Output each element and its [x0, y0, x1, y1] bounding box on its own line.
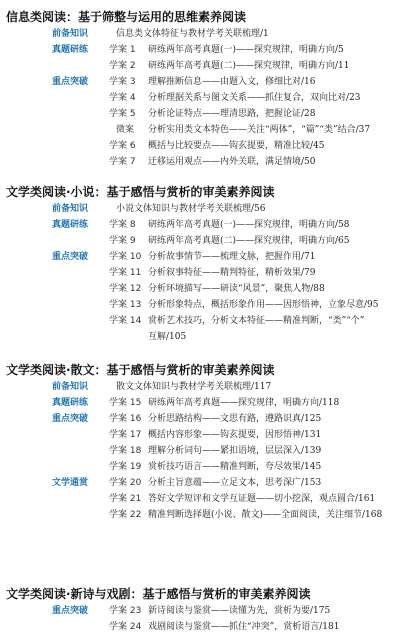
toc-row[interactable]	[0, 106, 404, 122]
row-index: 学案 5	[109, 109, 136, 119]
row-index: 学案 24	[109, 622, 142, 632]
row-tag: 文学通赏	[52, 478, 89, 488]
toc-row[interactable]	[0, 154, 404, 170]
row-index: 学案 10	[109, 252, 142, 262]
row-tag: 前备知识	[52, 204, 89, 214]
row-tag: 重点突破	[52, 606, 89, 616]
row-text: 信息类文体特征与教材学考关联梳理/1	[116, 29, 269, 39]
row-text: 分析形象特点，概括形象作用——因形悟神，立象尽意/95	[148, 300, 379, 310]
row-index: 学案 8	[109, 220, 136, 230]
row-index: 学案 16	[109, 414, 142, 424]
row-tag: 真题研练	[52, 398, 89, 408]
row-index: 学案 18	[109, 446, 142, 456]
row-text: 分析思路结构——文思有路，遵路识真/125	[148, 414, 322, 424]
toc-row[interactable]	[0, 329, 404, 345]
toc-row[interactable]	[0, 58, 404, 74]
row-text: 分析叙事特征——精判特征，精析效果/79	[148, 268, 316, 278]
row-index: 学案 2	[109, 61, 136, 71]
toc-row[interactable]	[0, 603, 404, 619]
row-text: 赏析艺术技巧，分析文本特征——精准判断，“类”“个”	[148, 316, 365, 326]
row-text: 研练两年高考真题——探究规律，明确方向/118	[148, 398, 340, 408]
row-index: 微案	[116, 125, 135, 135]
section-title: 文学类阅读·小说：基于感悟与赏析的审美素养阅读	[6, 185, 275, 199]
toc-row[interactable]	[0, 74, 404, 90]
row-index: 学案 15	[109, 398, 142, 408]
section-title: 文学类阅读·散文：基于感悟与赏析的审美素养阅读	[6, 363, 275, 377]
row-text: 散文文体知识与教材学考关联梳理/117	[116, 382, 272, 392]
toc-row[interactable]	[0, 507, 404, 523]
row-text: 分析主旨意蕴——立足文本，思考深广/153	[148, 478, 322, 488]
toc-row[interactable]	[0, 122, 404, 138]
row-index: 学案 11	[109, 268, 142, 278]
toc-row[interactable]	[0, 395, 404, 411]
toc-row[interactable]	[0, 491, 404, 507]
toc-row[interactable]	[0, 26, 404, 42]
row-text: 精准判断选择题(小说、散文)——全面阅读，关注细节/168	[148, 510, 383, 520]
row-tag: 前备知识	[52, 29, 89, 39]
toc-row[interactable]	[0, 475, 404, 491]
row-text: 迁移运用观点——内外关联，满足情境/50	[148, 157, 316, 167]
row-text: 理解分析词句——紧扣语境，层层深入/139	[148, 446, 322, 456]
row-text: 概括与比较要点——钩玄提要，精准比较/45	[148, 141, 325, 151]
row-text: 研练两年高考真题(二)——探究规律，明确方向/11	[148, 61, 350, 71]
toc-row[interactable]	[0, 217, 404, 233]
row-text: 研练两年高考真题(二)——探究规律，明确方向/65	[148, 236, 350, 246]
row-index: 学案 13	[109, 300, 142, 310]
toc-section	[0, 361, 404, 523]
toc-row[interactable]	[0, 42, 404, 58]
row-index: 学案 20	[109, 478, 142, 488]
row-text: 小说文体知识与教材学考关联梳理/56	[116, 204, 266, 214]
toc-section	[0, 183, 404, 345]
toc-row[interactable]	[0, 249, 404, 265]
row-index: 学案 9	[109, 236, 136, 246]
row-text: 理解推断信息——由题入文，修细比对/16	[148, 77, 316, 87]
row-index: 学案 22	[109, 510, 142, 520]
row-tag: 前备知识	[52, 382, 89, 392]
toc-row[interactable]	[0, 379, 404, 395]
row-text-continuation: 互解/105	[148, 332, 187, 342]
toc-row[interactable]	[0, 90, 404, 106]
section-title: 文学类阅读·新诗与戏剧：基于感悟与赏析的审美素养阅读	[6, 587, 311, 601]
row-tag: 真题研练	[52, 45, 89, 55]
row-index: 学案 7	[109, 157, 136, 167]
row-index: 学案 1	[109, 45, 136, 55]
row-index: 学案 17	[109, 430, 142, 440]
toc-row[interactable]	[0, 459, 404, 475]
row-index: 学案 12	[109, 284, 142, 294]
row-text: 分析理据关系与图文关系——抓住复合，双向比对/23	[148, 93, 361, 103]
toc-row[interactable]	[0, 281, 404, 297]
row-text: 分析故事情节——梳理文脉，把握作用/71	[148, 252, 316, 262]
row-index: 学案 14	[109, 316, 142, 326]
toc-row[interactable]	[0, 265, 404, 281]
row-tag: 重点突破	[52, 77, 89, 87]
row-text: 答好文学短评和文学互证题——切小挖深，观点圆合/161	[148, 494, 376, 504]
row-text: 研练两年高考真题(一)——探究规律，明确方向/5	[148, 45, 344, 55]
row-index: 学案 6	[109, 141, 136, 151]
toc-row[interactable]	[0, 427, 404, 443]
row-text: 研练两年高考真题(一)——探究规律，明确方向/58	[148, 220, 350, 230]
row-tag: 真题研练	[52, 220, 89, 230]
toc-row[interactable]	[0, 619, 404, 635]
toc-section	[0, 585, 404, 635]
toc-row[interactable]	[0, 313, 404, 329]
row-index: 学案 3	[109, 77, 136, 87]
row-text: 戏剧阅读与鉴赏——抓住“冲突”，赏析语言/181	[148, 622, 340, 632]
row-text: 分析实用类文本特色——关注“两体”，“篇”“类”结合/37	[148, 125, 371, 135]
row-text: 分析论证特点——理清思路，把握论证/28	[148, 109, 316, 119]
toc-row[interactable]	[0, 411, 404, 427]
row-index: 学案 21	[109, 494, 142, 504]
toc-row[interactable]	[0, 201, 404, 217]
toc-row[interactable]	[0, 443, 404, 459]
row-text: 新诗阅读与鉴赏——读懂为先，赏析为要/175	[148, 606, 331, 616]
toc-row[interactable]	[0, 297, 404, 313]
section-title: 信息类阅读：基于筛整与运用的思维素养阅读	[6, 10, 247, 24]
row-text: 分析环境描写——研读“风景”，聚焦人物/88	[148, 284, 325, 294]
row-tag: 重点突破	[52, 252, 89, 262]
row-index: 学案 23	[109, 606, 142, 616]
row-text: 赏析技巧语言——精准判断，夸尽效果/145	[148, 462, 322, 472]
row-index: 学案 4	[109, 93, 136, 103]
row-text: 概括内容形象——钩玄提要，因形悟神/131	[148, 430, 322, 440]
toc-row[interactable]	[0, 138, 404, 154]
toc-section	[0, 8, 404, 170]
row-tag: 重点突破	[52, 414, 89, 424]
toc-row[interactable]	[0, 233, 404, 249]
row-index: 学案 19	[109, 462, 142, 472]
